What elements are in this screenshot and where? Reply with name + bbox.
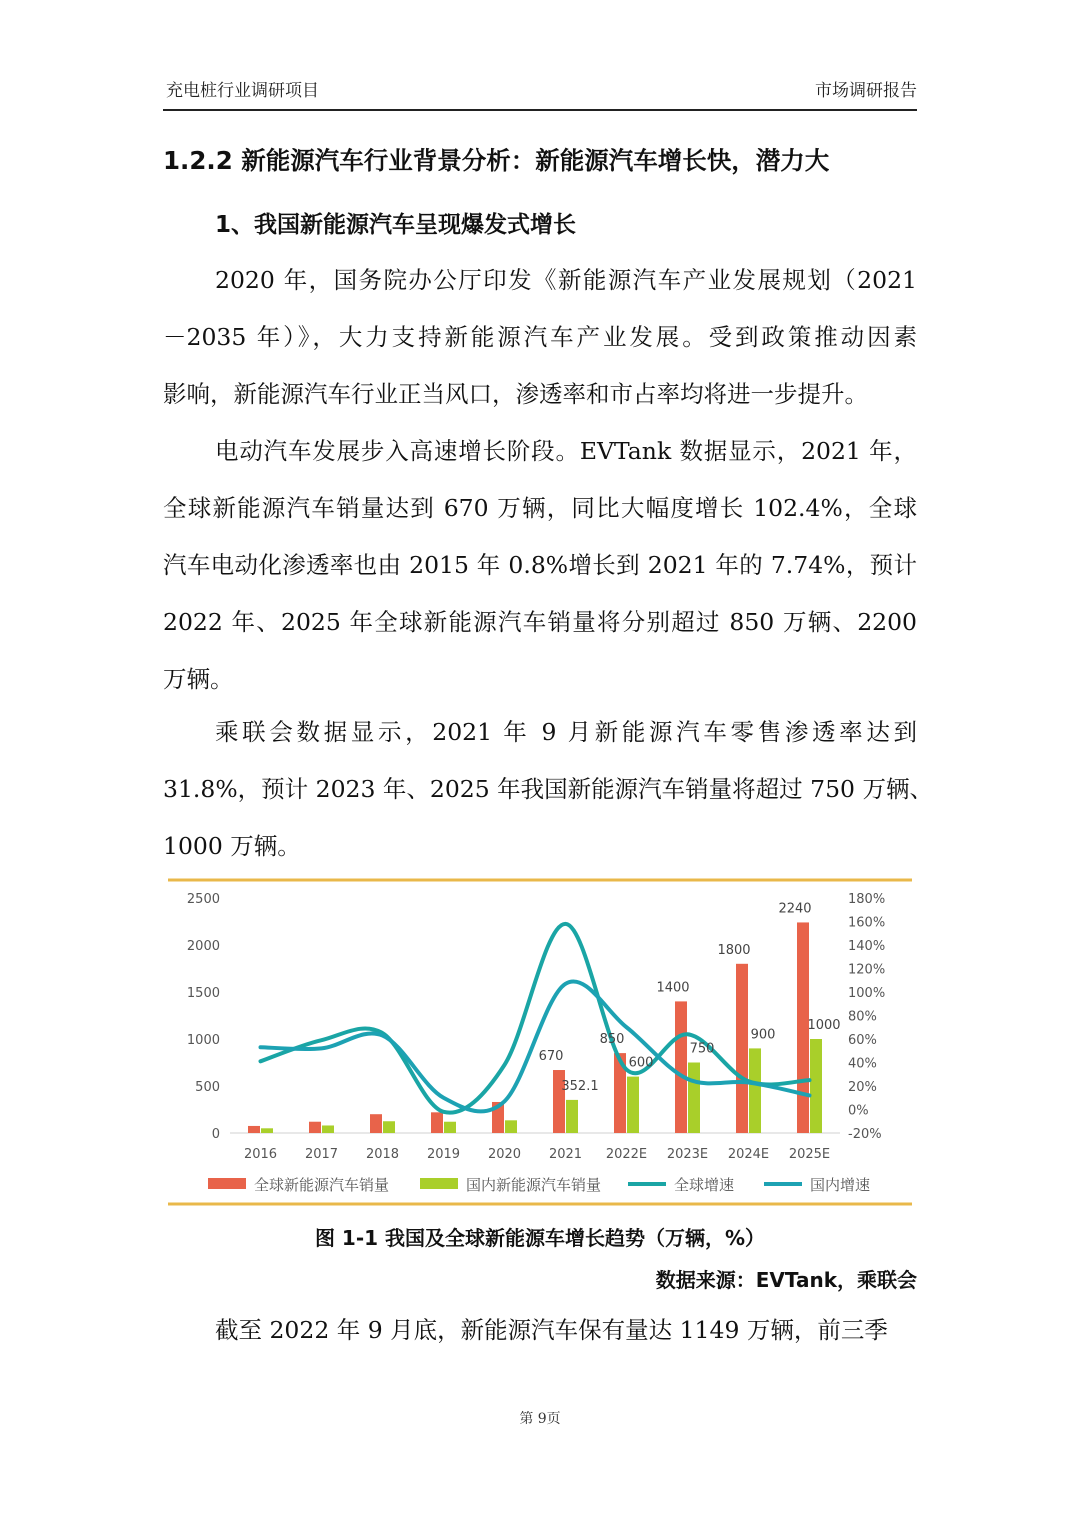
bar-global-sales [248, 1126, 260, 1133]
y-right-tick-label: 0% [848, 1103, 869, 1119]
y-right-tick-label: 40% [848, 1056, 877, 1072]
x-tick-label: 2025E [788, 1147, 831, 1162]
paragraph-line: 影响，新能源汽车行业正当风口，渗透率和市占率均将进一步提升。 [163, 380, 868, 408]
y-right-tick-label: 100% [848, 986, 886, 1001]
x-tick-label: 2023E [666, 1147, 709, 1162]
x-tick-label: 2019 [426, 1147, 461, 1162]
x-tick-label: 2017 [304, 1147, 339, 1162]
x-tick-label: 2020 [487, 1147, 522, 1162]
paragraph-line: －2035 年）》，大力支持新能源汽车产业发展。受到政策推动因素 [163, 323, 917, 351]
legend-label: 国内增速 [810, 1176, 871, 1194]
x-tick-label: 2018 [365, 1147, 400, 1162]
data-label-global: 670 [538, 1049, 564, 1065]
figure-source: 数据来源：EVTank，乘联会 [655, 1268, 917, 1292]
paragraph-line: 汽车电动化渗透率也由 2015 年 0.8%增长到 2021 年的 7.74%，预计 [163, 551, 917, 579]
y-left-tick-label: 2500 [186, 892, 220, 907]
bar-domestic-sales [810, 1039, 822, 1133]
bar-domestic-sales [444, 1122, 456, 1133]
data-label-domestic: 900 [750, 1027, 776, 1043]
paragraph-line: 截至 2022 年 9 月底，新能源汽车保有量达 1149 万辆，前三季 [215, 1316, 888, 1344]
data-label-domestic: 1000 [807, 1018, 841, 1033]
bar-global-sales [431, 1112, 443, 1133]
x-tick-label: 2016 [243, 1147, 278, 1162]
data-label-domestic: 600 [628, 1055, 654, 1071]
header-rule [163, 109, 917, 111]
bar-domestic-sales [322, 1125, 334, 1133]
paragraph-line: 31.8%，预计 2023 年、2025 年我国新能源汽车销量将超过 750 万辆、 [163, 775, 933, 803]
figure-caption: 图 1-1 我国及全球新能源车增长趋势（万辆，%） [314, 1226, 766, 1250]
header-project-title: 充电桩行业调研项目 [166, 81, 319, 101]
y-right-tick-label: -20% [848, 1127, 882, 1142]
data-label-global: 1800 [717, 942, 751, 958]
y-right-tick-label: 180% [848, 892, 886, 907]
y-right-tick-label: 60% [848, 1033, 877, 1048]
bar-domestic-sales [627, 1077, 639, 1133]
x-tick-label: 2021 [548, 1147, 583, 1162]
paragraph-line: 全球新能源汽车销量达到 670 万辆，同比大幅度增长 102.4%，全球 [163, 494, 917, 522]
y-right-tick-label: 80% [848, 1009, 877, 1025]
x-tick-label: 2022E [605, 1147, 648, 1162]
line-domestic-growth [261, 981, 810, 1111]
data-label-domestic: 352.1 [561, 1078, 599, 1094]
bar-domestic-sales [261, 1128, 273, 1133]
paragraph-line: 乘联会数据显示，2021 年 9 月新能源汽车零售渗透率达到 [215, 718, 917, 746]
legend-swatch [420, 1178, 458, 1189]
section-title: 1.2.2 新能源汽车行业背景分析：新能源汽车增长快，潜力大 [163, 146, 830, 175]
x-tick-label: 2024E [727, 1147, 770, 1162]
legend-label: 国内新能源汽车销量 [466, 1176, 602, 1194]
paragraph-line: 万辆。 [163, 665, 234, 693]
bar-global-sales [370, 1114, 382, 1133]
growth-chart-svg [168, 878, 912, 1206]
bar-domestic-sales [383, 1121, 395, 1133]
page-number: 第 9页 [519, 1411, 561, 1427]
paragraph-ownership [163, 1315, 917, 1372]
bar-domestic-sales [688, 1063, 700, 1134]
header-report-type: 市场调研报告 [815, 81, 917, 101]
bar-domestic-sales [749, 1048, 761, 1133]
data-label-global: 850 [599, 1032, 625, 1048]
bar-global-sales [675, 1001, 687, 1133]
y-left-tick-label: 1500 [186, 986, 220, 1001]
bar-domestic-sales [566, 1100, 578, 1133]
data-label-global: 2240 [778, 901, 812, 917]
paragraph-evtank [163, 436, 917, 721]
y-left-tick-label: 0 [211, 1127, 220, 1142]
data-label-domestic: 750 [689, 1041, 715, 1057]
bar-domestic-sales [505, 1120, 517, 1133]
y-left-tick-label: 500 [195, 1080, 220, 1095]
y-right-tick-label: 20% [848, 1080, 877, 1095]
paragraph-line: 电动汽车发展步入高速增长阶段。EVTank 数据显示，2021 年， [215, 437, 917, 465]
y-left-tick-label: 1000 [186, 1033, 220, 1048]
growth-chart [168, 878, 912, 1206]
bar-global-sales [309, 1122, 321, 1133]
paragraph-policy [163, 265, 917, 436]
paragraph-cpca [163, 717, 933, 888]
paragraph-line: 2022 年、2025 年全球新能源汽车销量将分别超过 850 万辆、2200 [163, 608, 917, 636]
legend-swatch [208, 1178, 246, 1189]
y-right-tick-label: 140% [848, 939, 886, 954]
legend-label: 全球增速 [674, 1176, 735, 1194]
y-left-tick-label: 2000 [186, 939, 220, 954]
y-right-tick-label: 160% [848, 915, 886, 931]
paragraph-line: 1000 万辆。 [163, 832, 301, 860]
data-label-global: 1400 [656, 980, 690, 996]
legend-label: 全球新能源汽车销量 [254, 1176, 390, 1194]
bar-global-sales [736, 964, 748, 1133]
subsection-title: 1、我国新能源汽车呈现爆发式增长 [215, 212, 577, 238]
paragraph-line: 2020 年，国务院办公厅印发《新能源汽车产业发展规划（2021 [215, 266, 917, 294]
y-right-tick-label: 120% [848, 962, 886, 978]
